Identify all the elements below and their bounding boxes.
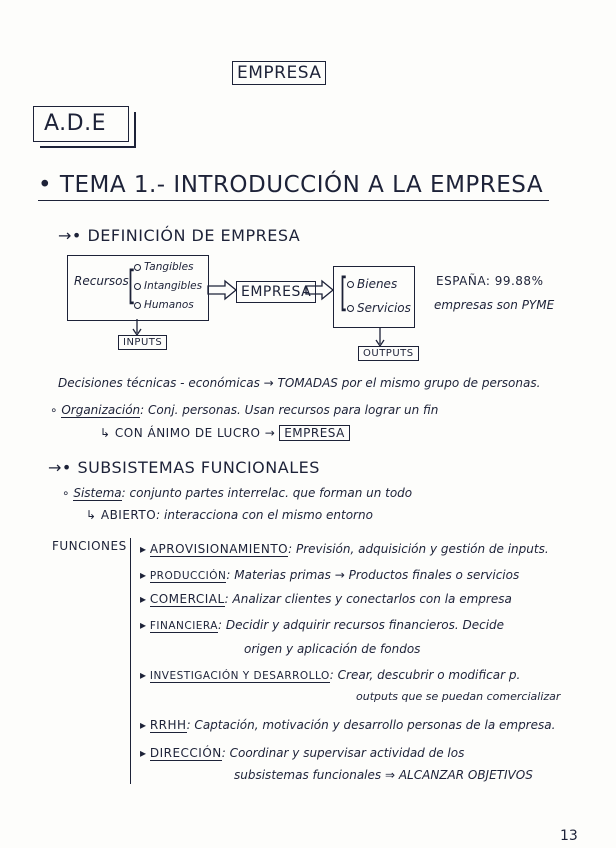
function-item: ▸ RRHH: Captación, motivación y desarrollo personas de la empresa.	[140, 718, 556, 732]
topic-bullet-icon: •	[38, 172, 60, 198]
organization-term: Organización	[61, 403, 141, 417]
definition-heading: →• DEFINICIÓN DE EMPRESA	[58, 226, 301, 245]
outputs-brace: [	[339, 270, 348, 316]
page-number: 13	[560, 828, 578, 844]
triangle-icon: ▸	[140, 542, 150, 556]
function-item: ▸ COMERCIAL: Analizar clientes y conectarlos con la empresa	[140, 592, 512, 606]
functions-label: FUNCIONES	[52, 539, 127, 553]
triangle-icon: ▸	[140, 668, 150, 682]
organization-line: ∘ Organización: Conj. personas. Usan recursos para lograr un fin	[50, 403, 439, 417]
function-term: FINANCIERA	[149, 620, 218, 632]
output-item: Bienes	[347, 277, 397, 291]
double-arrow-icon	[208, 281, 236, 299]
open-term: ↳ ABIERTO	[86, 508, 157, 522]
decisions-text: Decisiones técnicas - económicas → TOMADAS por el mismo grupo de personas.	[58, 376, 541, 390]
function-item-continuation: outputs que se puedan comercializar	[356, 690, 561, 703]
arrow-icon: →•	[58, 226, 88, 245]
stat-line: ESPAÑA: 99.88%	[436, 274, 544, 288]
outputs-box	[333, 266, 415, 328]
function-item-continuation: subsistemas funcionales ⇒ ALCANZAR OBJETIVOS	[234, 768, 533, 782]
function-term: PRODUCCIÓN	[149, 570, 227, 582]
page-title: EMPRESA	[232, 61, 326, 85]
function-item: ▸ INVESTIGACIÓN Y DESARROLLO: Crear, descubrir o modificar p.	[140, 668, 521, 682]
function-term: DIRECCIÓN	[149, 746, 222, 760]
arrow-icon: →•	[48, 458, 78, 477]
function-term: RRHH	[149, 718, 187, 732]
triangle-icon: ▸	[140, 618, 150, 632]
open-system-line: ↳ ABIERTO: interacciona con el mismo entorno	[86, 508, 373, 522]
function-term: INVESTIGACIÓN Y DESARROLLO	[149, 670, 330, 682]
stat-line: empresas son PYME	[434, 298, 555, 312]
subject-label: A.D.E	[44, 111, 106, 136]
function-item: ▸ PRODUCCIÓN: Materias primas → Productos finales o servicios	[140, 568, 520, 582]
profit-line: ↳ CON ÁNIMO DE LUCRO → EMPRESA	[100, 426, 350, 440]
output-item: Servicios	[347, 301, 411, 315]
outputs-label: OUTPUTS	[358, 346, 419, 361]
resources-brace: [	[127, 263, 136, 309]
function-term: COMERCIAL	[149, 592, 225, 606]
function-term: APROVISIONAMIENTO	[149, 542, 289, 556]
resources-label: Recursos	[74, 274, 129, 288]
triangle-icon: ▸	[140, 568, 150, 582]
triangle-icon: ▸	[140, 592, 150, 606]
resource-item: Humanos	[134, 299, 194, 311]
empresa-box: EMPRESA	[279, 425, 350, 441]
system-line: ∘ Sistema: conjunto partes interrelac. que forman un todo	[62, 486, 413, 500]
topic-title: • TEMA 1.- INTRODUCCIÓN A LA EMPRESA	[38, 170, 549, 201]
inputs-label: INPUTS	[118, 335, 167, 350]
function-item: ▸ FINANCIERA: Decidir y adquirir recursos financieros. Decide	[140, 618, 505, 632]
triangle-icon: ▸	[140, 718, 150, 732]
diagram-center-box: EMPRESA	[236, 281, 316, 303]
function-item-continuation: origen y aplicación de fondos	[244, 642, 421, 656]
bullet-icon: ∘	[62, 486, 74, 500]
triangle-icon: ▸	[140, 746, 150, 760]
function-item: ▸ APROVISIONAMIENTO: Previsión, adquisición y gestión de inputs.	[140, 542, 549, 556]
bullet-icon: ∘	[50, 403, 62, 417]
resource-item: Tangibles	[134, 261, 194, 273]
system-term: Sistema	[73, 486, 122, 500]
resource-item: Intangibles	[134, 280, 202, 292]
functions-bracket	[130, 538, 131, 784]
subsystems-heading: →• SUBSISTEMAS FUNCIONALES	[48, 458, 320, 477]
function-item: ▸ DIRECCIÓN: Coordinar y supervisar actividad de los	[140, 746, 465, 760]
